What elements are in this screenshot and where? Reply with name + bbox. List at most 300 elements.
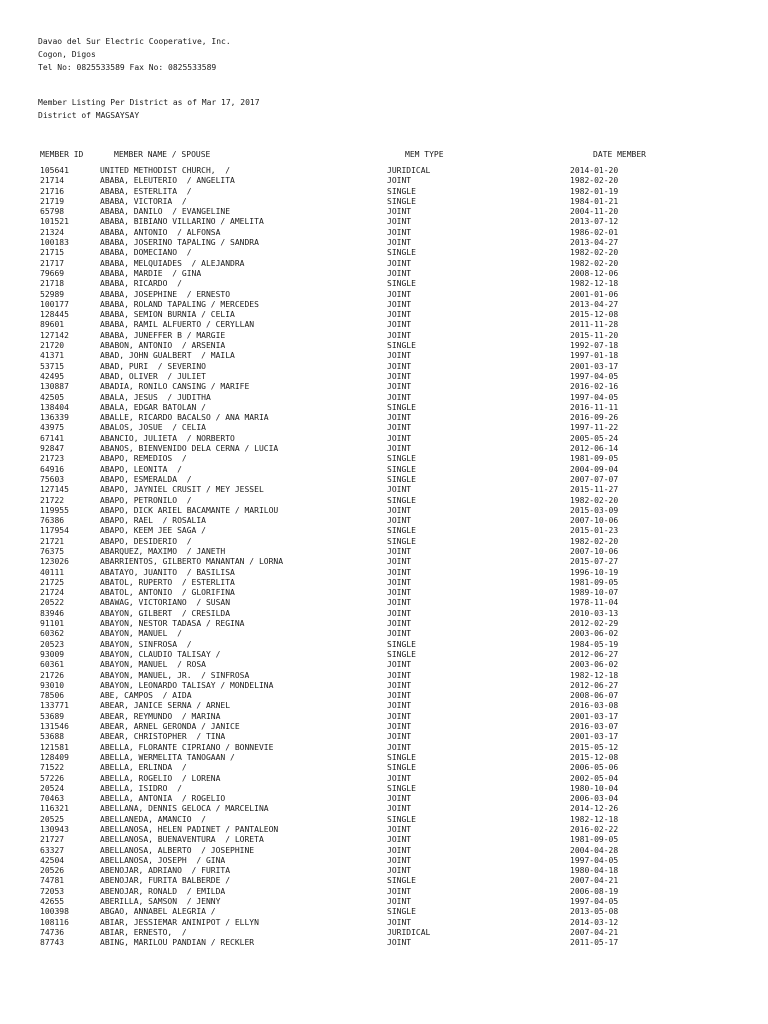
table-row [0, 362, 768, 372]
member-name: ABANOS, BIENVENIDO DELA CERNA / LUCIA [100, 444, 279, 454]
table-row [0, 856, 768, 866]
table-row [0, 629, 768, 639]
member-id: 100177 [40, 299, 69, 309]
date-member: 2012-06-27 [570, 649, 619, 659]
member-list [0, 166, 768, 949]
member-id: 20523 [40, 639, 65, 649]
member-id: 76386 [40, 516, 65, 526]
member-id: 21723 [40, 454, 65, 464]
member-name: ABABA, VICTORIA / [100, 196, 187, 206]
member-type: JOINT [387, 722, 412, 732]
date-member: 2016-02-16 [570, 382, 619, 392]
member-id: 20524 [40, 783, 65, 793]
member-type: JOINT [387, 413, 412, 423]
member-name: ABAPO, DESIDERIO / [100, 536, 192, 546]
date-member: 2013-04-27 [570, 299, 619, 309]
member-name: ABING, MARILOU PANDIAN / RECKLER [100, 938, 255, 948]
member-id: 20522 [40, 598, 65, 608]
table-row [0, 887, 768, 897]
member-id: 21726 [40, 670, 65, 680]
table-row [0, 516, 768, 526]
member-type: JOINT [387, 516, 412, 526]
member-type: JURIDICAL [387, 166, 431, 175]
date-member: 2013-05-08 [570, 907, 619, 917]
member-name: ABATAYO, JUANITO / BASILISA [100, 567, 235, 577]
table-row [0, 897, 768, 907]
member-type: JOINT [387, 392, 412, 402]
member-name: ABALA, EDGAR BATOLAN / [100, 402, 206, 412]
member-name: ABAYON, NESTOR TADASA / REGINA [100, 619, 245, 629]
table-row [0, 763, 768, 773]
table-row [0, 722, 768, 732]
member-type: SINGLE [387, 783, 416, 793]
member-id: 57226 [40, 773, 65, 783]
member-id: 21720 [40, 341, 65, 351]
column-header-mem-type: MEM TYPE [405, 150, 444, 159]
member-type: JOINT [387, 794, 412, 804]
date-member: 2012-06-27 [570, 680, 619, 690]
table-row [0, 547, 768, 557]
table-row [0, 681, 768, 691]
member-id: 131546 [40, 722, 69, 732]
member-type: JOINT [387, 351, 412, 361]
date-member: 2013-04-27 [570, 238, 619, 248]
table-row [0, 269, 768, 279]
member-id: 93009 [40, 649, 65, 659]
member-type: JOINT [387, 371, 412, 381]
table-row [0, 228, 768, 238]
member-type: SINGLE [387, 639, 416, 649]
date-member: 1982-02-20 [570, 258, 619, 268]
table-row [0, 928, 768, 938]
table-row [0, 671, 768, 681]
table-row [0, 753, 768, 763]
table-row [0, 331, 768, 341]
member-type: SINGLE [387, 495, 416, 505]
member-type: JOINT [387, 238, 412, 248]
member-id: 42495 [40, 371, 65, 381]
table-row [0, 918, 768, 928]
member-id: 42505 [40, 392, 65, 402]
member-type: JOINT [387, 361, 412, 371]
member-name: UNITED METHODIST CHURCH, / [100, 166, 231, 175]
member-id: 41371 [40, 351, 65, 361]
date-member: 1997-04-05 [570, 855, 619, 865]
member-id: 65798 [40, 207, 65, 217]
member-id: 101521 [40, 217, 69, 227]
member-name: ABEAR, REYMUNDO / MARINA [100, 711, 221, 721]
member-name: ABAPO, PETRONILO / [100, 495, 192, 505]
table-row [0, 732, 768, 742]
member-type: SINGLE [387, 402, 416, 412]
member-name: ABARQUEZ, MAXIMO / JANETH [100, 546, 226, 556]
member-type: JOINT [387, 598, 412, 608]
member-name: ABAYON, SINFROSA / [100, 639, 192, 649]
table-row [0, 444, 768, 454]
member-type: JOINT [387, 207, 412, 217]
member-name: ABABA, DANILO / EVANGELINE [100, 207, 231, 217]
date-member: 2006-03-04 [570, 794, 619, 804]
member-id: 21717 [40, 258, 65, 268]
member-name: ABAPO, REMEDIOS / [100, 454, 187, 464]
member-name: ABATOL, ANTONIO / GLORIFINA [100, 588, 235, 598]
member-type: JOINT [387, 289, 412, 299]
member-name: ABELLA, WERMELITA TANOGAAN / [100, 752, 235, 762]
date-member: 2011-05-17 [570, 938, 619, 948]
date-member: 2004-11-20 [570, 207, 619, 217]
date-member: 2002-05-04 [570, 773, 619, 783]
member-name: ABABA, RAMIL ALFUERTO / CERYLLAN [100, 320, 255, 330]
member-name: ABAPO, LEONITA / [100, 464, 182, 474]
member-name: ABATOL, RUPERTO / ESTERLITA [100, 577, 235, 587]
date-member: 1982-02-20 [570, 248, 619, 258]
table-row [0, 835, 768, 845]
member-name: ABABA, ANTONIO / ALFONSA [100, 227, 221, 237]
date-member: 2015-05-12 [570, 742, 619, 752]
member-name: ABAYON, MANUEL / [100, 629, 182, 639]
member-id: 72053 [40, 886, 65, 896]
member-id: 42655 [40, 897, 65, 907]
table-row [0, 640, 768, 650]
date-member: 1982-01-19 [570, 186, 619, 196]
member-id: 121581 [40, 742, 69, 752]
member-name: ABABON, ANTONIO / ARSENIA [100, 341, 226, 351]
date-member: 1996-10-19 [570, 567, 619, 577]
member-type: JOINT [387, 258, 412, 268]
member-type: SINGLE [387, 536, 416, 546]
member-name: ABGAO, ANNABEL ALEGRIA / [100, 907, 216, 917]
table-row [0, 454, 768, 464]
table-row [0, 691, 768, 701]
member-name: ABAYON, MANUEL, JR. / SINFROSA [100, 670, 250, 680]
date-member: 2003-06-02 [570, 629, 619, 639]
date-member: 2015-11-27 [570, 485, 619, 495]
date-member: 2015-03-09 [570, 505, 619, 515]
member-id: 53688 [40, 732, 65, 742]
member-type: JOINT [387, 886, 412, 896]
member-type: JOINT [387, 701, 412, 711]
member-id: 42504 [40, 855, 65, 865]
member-type: JOINT [387, 897, 412, 907]
member-name: ABENOJAR, RONALD / EMILDA [100, 886, 226, 896]
date-member: 1978-11-04 [570, 598, 619, 608]
date-member: 2015-01-23 [570, 526, 619, 536]
member-name: ABABA, MELQUIADES / ALEJANDRA [100, 258, 245, 268]
member-id: 21718 [40, 279, 65, 289]
member-type: JOINT [387, 660, 412, 670]
date-member: 2016-03-07 [570, 722, 619, 732]
table-row [0, 609, 768, 619]
member-type: SINGLE [387, 454, 416, 464]
member-type: JOINT [387, 299, 412, 309]
member-name: ABELLANOSA, BUENAVENTURA / LORETA [100, 835, 264, 845]
member-id: 60361 [40, 660, 65, 670]
date-member: 2007-10-06 [570, 546, 619, 556]
date-member: 1982-02-20 [570, 536, 619, 546]
date-member: 1997-04-05 [570, 371, 619, 381]
member-id: 70463 [40, 794, 65, 804]
table-row [0, 526, 768, 536]
member-id: 133771 [40, 701, 69, 711]
date-member: 1984-05-19 [570, 639, 619, 649]
date-member: 2015-12-08 [570, 752, 619, 762]
table-row [0, 846, 768, 856]
member-type: SINGLE [387, 814, 416, 824]
table-row [0, 774, 768, 784]
member-id: 43975 [40, 423, 65, 433]
date-member: 2010-03-13 [570, 608, 619, 618]
member-id: 78506 [40, 691, 65, 701]
table-row [0, 496, 768, 506]
date-member: 2015-07-27 [570, 557, 619, 567]
member-name: ABELLA, ERLINDA / [100, 763, 187, 773]
member-name: ABENOJAR, ADRIANO / FURITA [100, 866, 231, 876]
member-type: JOINT [387, 691, 412, 701]
member-type: JOINT [387, 629, 412, 639]
date-member: 2015-12-08 [570, 310, 619, 320]
member-name: ABELLANOSA, JOSEPH / GINA [100, 855, 226, 865]
member-id: 21722 [40, 495, 65, 505]
date-member: 2006-08-19 [570, 886, 619, 896]
table-row [0, 351, 768, 361]
member-id: 130887 [40, 382, 69, 392]
table-row [0, 238, 768, 248]
member-name: ABABA, ELEUTERIO / ANGELITA [100, 176, 235, 186]
date-member: 2007-07-07 [570, 474, 619, 484]
date-member: 2008-06-07 [570, 691, 619, 701]
member-type: SINGLE [387, 186, 416, 196]
date-member: 1997-04-05 [570, 897, 619, 907]
date-member: 2016-11-11 [570, 402, 619, 412]
member-id: 20525 [40, 814, 65, 824]
member-id: 53689 [40, 711, 65, 721]
member-id: 136339 [40, 413, 69, 423]
member-id: 60362 [40, 629, 65, 639]
member-type: JOINT [387, 732, 412, 742]
date-member: 2001-03-17 [570, 361, 619, 371]
date-member: 2008-12-06 [570, 268, 619, 278]
date-member: 2013-07-12 [570, 217, 619, 227]
member-name: ABABA, JUNEFFER B / MARGIE [100, 330, 226, 340]
member-type: JOINT [387, 268, 412, 278]
member-name: ABELLA, ISIDRO / [100, 783, 182, 793]
date-member: 2007-10-06 [570, 516, 619, 526]
member-id: 40111 [40, 567, 65, 577]
member-type: JOINT [387, 320, 412, 330]
member-type: JOINT [387, 382, 412, 392]
member-type: SINGLE [387, 752, 416, 762]
member-type: SINGLE [387, 907, 416, 917]
date-member: 2014-12-26 [570, 804, 619, 814]
member-id: 21721 [40, 536, 65, 546]
member-id: 117954 [40, 526, 69, 536]
table-row [0, 207, 768, 217]
member-name: ABAPO, DICK ARIEL BACAMANTE / MARILOU [100, 505, 279, 515]
member-name: ABAYON, CLAUDIO TALISAY / [100, 649, 221, 659]
date-member: 2004-09-04 [570, 464, 619, 474]
member-id: 128409 [40, 752, 69, 762]
member-id: 21716 [40, 186, 65, 196]
table-row [0, 825, 768, 835]
member-name: ABALA, JESUS / JUDITHA [100, 392, 211, 402]
member-name: ABIAR, JESSIEMAR ANINIPOT / ELLYN [100, 917, 259, 927]
table-row [0, 434, 768, 444]
member-name: ABAPO, KEEM JEE SAGA / [100, 526, 206, 536]
member-name: ABADIA, RONILO CANSING / MARIFE [100, 382, 250, 392]
date-member: 1980-04-18 [570, 866, 619, 876]
date-member: 2016-03-08 [570, 701, 619, 711]
member-type: JURIDICAL [387, 927, 431, 937]
table-row [0, 259, 768, 269]
member-id: 89601 [40, 320, 65, 330]
date-member: 2001-03-17 [570, 711, 619, 721]
member-name: ABIAR, ERNESTO, / [100, 927, 187, 937]
member-id: 21724 [40, 588, 65, 598]
table-row [0, 876, 768, 886]
table-row [0, 413, 768, 423]
member-type: JOINT [387, 588, 412, 598]
date-member: 2015-11-20 [570, 330, 619, 340]
member-type: SINGLE [387, 464, 416, 474]
member-name: ABAWAG, VICTORIANO / SUSAN [100, 598, 231, 608]
member-name: ABAD, PURI / SEVERINO [100, 361, 206, 371]
member-type: JOINT [387, 608, 412, 618]
table-row [0, 279, 768, 289]
date-member: 2004-04-28 [570, 845, 619, 855]
table-row [0, 660, 768, 670]
member-type: JOINT [387, 917, 412, 927]
date-member: 1989-10-07 [570, 588, 619, 598]
member-id: 21719 [40, 196, 65, 206]
date-member: 1982-12-18 [570, 279, 619, 289]
date-member: 1997-11-22 [570, 423, 619, 433]
date-member: 1997-01-18 [570, 351, 619, 361]
member-name: ABABA, SEMION BURNIA / CELIA [100, 310, 235, 320]
date-member: 1982-02-20 [570, 176, 619, 186]
member-type: JOINT [387, 217, 412, 227]
date-member: 2007-04-21 [570, 876, 619, 886]
member-type: JOINT [387, 310, 412, 320]
table-row [0, 537, 768, 547]
table-row [0, 166, 768, 176]
member-id: 21715 [40, 248, 65, 258]
member-id: 105641 [40, 166, 69, 175]
member-id: 21324 [40, 227, 65, 237]
table-row [0, 310, 768, 320]
member-type: SINGLE [387, 763, 416, 773]
table-row [0, 743, 768, 753]
member-type: JOINT [387, 433, 412, 443]
table-row [0, 712, 768, 722]
member-type: JOINT [387, 444, 412, 454]
member-type: JOINT [387, 330, 412, 340]
date-member: 1997-04-05 [570, 392, 619, 402]
report-title: Member Listing Per District as of Mar 17, 2017 [38, 98, 260, 107]
member-type: JOINT [387, 505, 412, 515]
member-id: 128445 [40, 310, 69, 320]
date-member: 1982-12-18 [570, 814, 619, 824]
member-id: 108116 [40, 917, 69, 927]
date-member: 2001-01-06 [570, 289, 619, 299]
table-row [0, 557, 768, 567]
company-contact: Tel No: 0825533589 Fax No: 0825533589 [38, 63, 217, 72]
table-row [0, 382, 768, 392]
member-type: JOINT [387, 680, 412, 690]
member-name: ABAD, JOHN GUALBERT / MAILA [100, 351, 235, 361]
column-header-member-name: MEMBER NAME / SPOUSE [114, 150, 211, 159]
member-type: JOINT [387, 825, 412, 834]
member-name: ABELLANA, DENNIS GELOCA / MARCELINA [100, 804, 269, 814]
table-row [0, 320, 768, 330]
member-id: 21725 [40, 577, 65, 587]
member-name: ABERILLA, SAMSON / JENNY [100, 897, 221, 907]
member-id: 127145 [40, 485, 69, 495]
member-type: JOINT [387, 176, 412, 186]
table-row [0, 465, 768, 475]
table-row [0, 506, 768, 516]
member-type: JOINT [387, 670, 412, 680]
date-member: 2003-06-02 [570, 660, 619, 670]
member-id: 93010 [40, 680, 65, 690]
date-member: 2011-11-28 [570, 320, 619, 330]
member-type: JOINT [387, 845, 412, 855]
member-type: JOINT [387, 938, 412, 948]
member-id: 119955 [40, 505, 69, 515]
member-name: ABELLA, FLORANTE CIPRIANO / BONNEVIE [100, 742, 274, 752]
member-type: SINGLE [387, 341, 416, 351]
member-id: 127142 [40, 330, 69, 340]
member-name: ABABA, MARDIE / GINA [100, 268, 202, 278]
table-row [0, 485, 768, 495]
member-name: ABAYON, LEONARDO TALISAY / MONDELINA [100, 680, 274, 690]
member-type: JOINT [387, 804, 412, 814]
table-row [0, 300, 768, 310]
member-name: ABEAR, JANICE SERNA / ARNEL [100, 701, 231, 711]
member-type: JOINT [387, 773, 412, 783]
member-id: 116321 [40, 804, 69, 814]
member-id: 21727 [40, 835, 65, 845]
table-row [0, 598, 768, 608]
company-address: Cogon, Digos [38, 50, 96, 59]
member-name: ABAPO, ESMERALDA / [100, 474, 192, 484]
member-id: 74736 [40, 927, 65, 937]
member-id: 21714 [40, 176, 65, 186]
member-name: ABEAR, ARNEL GERONDA / JANICE [100, 722, 240, 732]
member-name: ABAPO, RAEL / ROSALIA [100, 516, 206, 526]
member-type: SINGLE [387, 248, 416, 258]
member-name: ABAPO, JAYNIEL CRUSIT / MEY JESSEL [100, 485, 264, 495]
member-name: ABABA, DOMECIANO / [100, 248, 192, 258]
member-id: 76375 [40, 546, 65, 556]
table-row [0, 568, 768, 578]
table-row [0, 804, 768, 814]
table-row [0, 578, 768, 588]
member-name: ABAYON, MANUEL / ROSA [100, 660, 206, 670]
date-member: 2005-05-24 [570, 433, 619, 443]
member-id: 130943 [40, 825, 69, 834]
table-row [0, 197, 768, 207]
member-name: ABELLANOSA, ALBERTO / JOSEPHINE [100, 845, 255, 855]
date-member: 1981-09-05 [570, 835, 619, 845]
member-id: 100398 [40, 907, 69, 917]
date-member: 1982-02-20 [570, 495, 619, 505]
member-name: ABAYON, GILBERT / CRESILDA [100, 608, 231, 618]
member-type: JOINT [387, 866, 412, 876]
date-member: 2016-02-22 [570, 825, 619, 834]
date-member: 1986-02-01 [570, 227, 619, 237]
table-row [0, 794, 768, 804]
member-id: 100183 [40, 238, 69, 248]
